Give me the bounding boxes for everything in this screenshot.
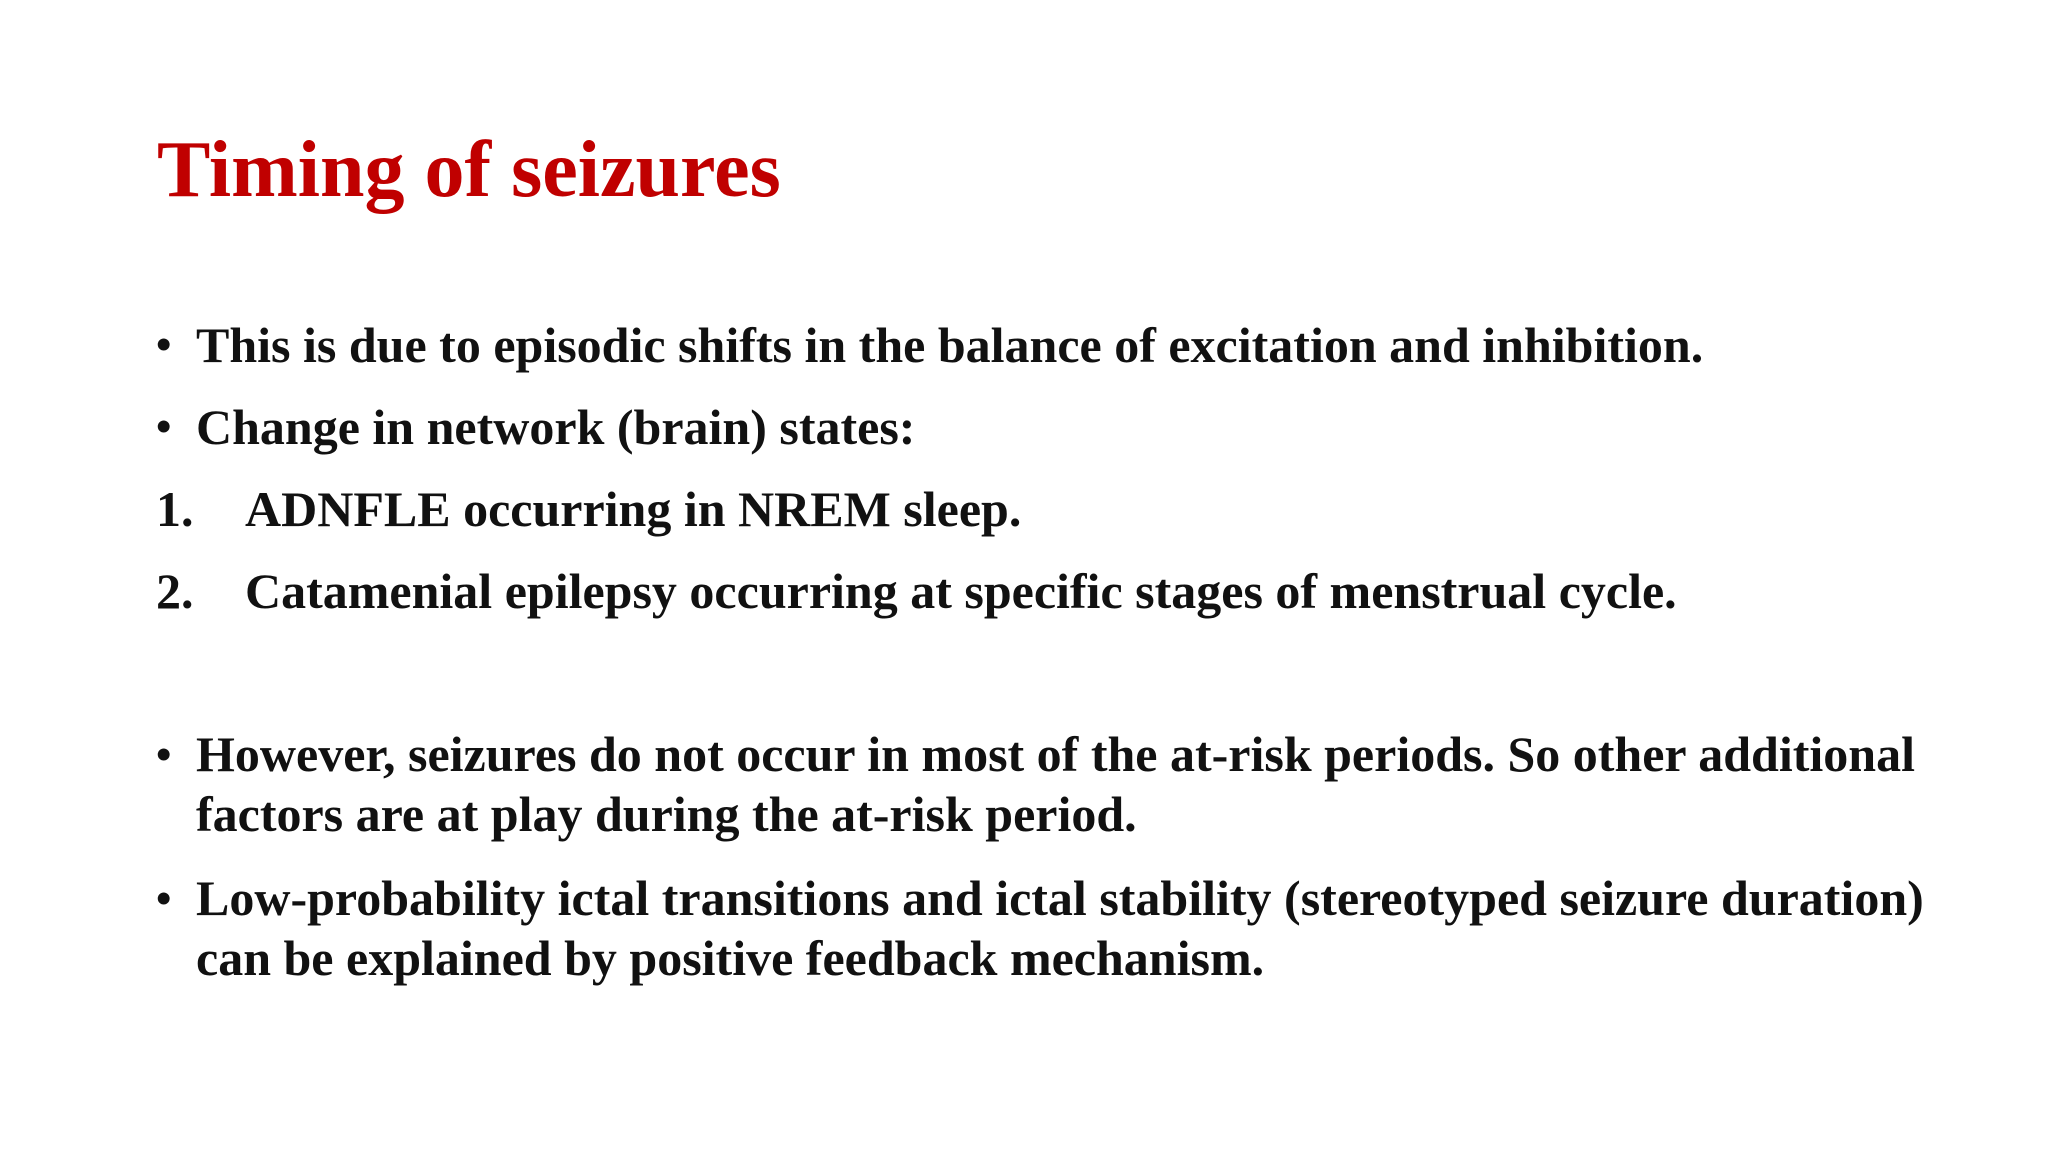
number-marker: 1. [156,481,194,537]
bullet-text: Low-probability ictal transitions and ictal stability (stereotyped seizure duration) can be explained by positive feedback mechanism. [196,870,1924,986]
slide-title: Timing of seizures [157,126,781,214]
bullet-text: This is due to episodic shifts in the balance of excitation and inhibition. [196,317,1704,373]
bullet-marker: • [156,402,172,451]
bullet-text: However, seizures do not occur in most of the at-risk periods. So other additional factors are at play during the at-risk period. [196,726,1915,842]
numbered-text: Catamenial epilepsy occurring at specific stages of menstrual cycle. [245,563,1677,619]
bullet-marker: • [156,874,172,923]
bullet-marker: • [156,730,172,779]
number-marker: 2. [156,563,194,619]
numbered-text: ADNFLE occurring in NREM sleep. [245,481,1022,537]
bullet-marker: • [156,320,172,369]
bullet-text: Change in network (brain) states: [196,399,916,455]
